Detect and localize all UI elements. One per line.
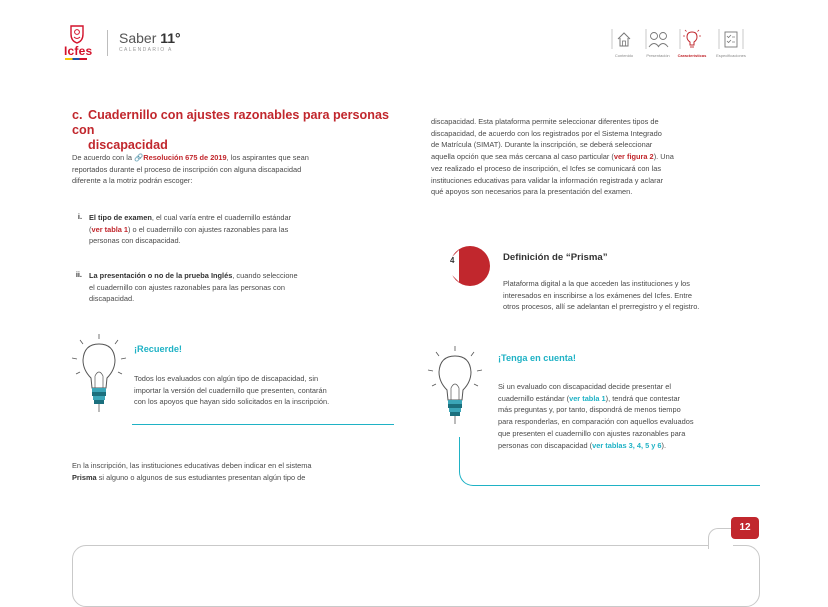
shield-emblem-icon — [62, 24, 92, 44]
ver-figura-2-link[interactable]: ver figura 2 — [613, 152, 654, 162]
tenga-frame — [459, 437, 760, 486]
ver-tablas-link[interactable]: ver tablas 3, 4, 5 y 6 — [592, 440, 662, 450]
nav-label-active: Características — [677, 53, 707, 58]
right-line3: de Matrícula (SIMAT). Durante la inscripción, se deberá seleccionar — [431, 140, 653, 150]
item1-line1-post: , el cual varía entre el cuadernillo estándar — [151, 213, 292, 222]
link-icon: 🔗 — [134, 153, 144, 162]
tenga-line2-pre: cuadernillo estándar ( — [498, 393, 570, 403]
item1-line3: personas con discapacidad. — [89, 236, 181, 246]
tenga-line6-pre: personas con discapacidad ( — [498, 440, 593, 450]
ver-tabla-1-link-2[interactable]: ver tabla 1 — [569, 393, 606, 403]
definition-line3: otros procesos, allí se adelantan el prerregistro y el registro. — [503, 302, 700, 312]
nav-label: Presentación — [646, 53, 670, 58]
intro-paragraph — [72, 152, 402, 187]
intro-pre: De acuerdo con la — [72, 153, 135, 162]
header-divider — [107, 30, 108, 56]
recuerde-line3: con los apoyos que hayan sido solicitados en la inscripción. — [134, 397, 330, 407]
nav-label: Especificaciones — [716, 53, 746, 58]
item1-paren: ( — [89, 224, 92, 234]
recuerde-title: ¡Recuerde! — [134, 344, 182, 354]
item2-line3: discapacidad. — [89, 294, 135, 304]
saber-grade: 11° — [160, 30, 181, 46]
recuerde-text — [134, 373, 399, 408]
tenga-line6-post: ). — [661, 440, 667, 450]
nav-especificaciones[interactable] — [702, 27, 760, 61]
intro-line1-post: , los aspirantes que sean — [226, 153, 309, 162]
right-line7: qué apoyos son necesarios para la presentación del examen. — [431, 187, 633, 197]
resolution-link[interactable] — [134, 153, 227, 162]
item2-line2: el cuadernillo con ajustes razonables para las personas con — [89, 282, 285, 292]
recuerde-line1: Todos los evaluados con algún tipo de discapacidad, sin — [134, 374, 319, 383]
section-title-line2: discapacidad — [88, 138, 168, 152]
bottom-line1: En la inscripción, las instituciones educativas deben indicar en el sistema — [72, 461, 312, 470]
logo-color-bar — [65, 58, 87, 60]
item2-line1-post: , cuando seleccione — [232, 271, 298, 280]
prisma-bold: Prisma — [72, 472, 97, 482]
right-line4-pre: aquella opción que sea más cercana al caso particular ( — [431, 152, 614, 162]
definition-text — [503, 278, 765, 313]
tenga-title: ¡Tenga en cuenta! — [498, 353, 576, 363]
tenga-line4: para responderlas, en comparación con aquellos evaluados — [498, 417, 694, 427]
checklist-icon — [718, 27, 744, 51]
section-title — [72, 108, 402, 153]
lightbulb-illustration-icon — [424, 342, 486, 432]
definition-line1: Plataforma digital a la que acceden las instituciones y los — [503, 279, 690, 288]
calendar-label: CALENDARIO A — [119, 47, 173, 53]
resolution-link-text: Resolución 675 de 2019 — [143, 153, 227, 162]
bottom-paragraph — [72, 460, 412, 483]
saber-label: Saber — [119, 30, 157, 46]
exam-title — [119, 30, 181, 46]
tenga-line5: que presenten el cuadernillo con ajustes razonables para — [498, 428, 686, 438]
right-line1: discapacidad. Esta plataforma permite seleccionar diferentes tipos de — [431, 117, 659, 126]
tenga-line1: Si un evaluado con discapacidad decide presentar el — [498, 382, 671, 391]
right-line4-post: ). Una — [653, 152, 674, 162]
right-line6: instituciones educativas para validar la información registrada y aclarar — [431, 175, 664, 185]
recuerde-line2: importar la versión del cuadernillo que presenten, contarán — [134, 385, 327, 395]
list-num-i: i. — [77, 212, 82, 221]
page-frame — [72, 545, 760, 607]
item1-line2-post: ) o el cuadernillo con ajustes razonables para las — [128, 224, 289, 234]
nav-label: Contenido — [614, 53, 634, 58]
tenga-line2-post: ), tendrá que contestar — [605, 393, 681, 403]
right-paragraph — [431, 116, 766, 198]
item1-bold: El tipo de examen — [89, 213, 152, 222]
list-item-2 — [89, 270, 399, 305]
item2-bold: La presentación o no de la prueba Inglés — [89, 271, 233, 280]
page-number-connector — [708, 528, 733, 549]
ver-tabla-1-link[interactable]: ver tabla 1 — [91, 224, 129, 234]
list-num-ii: ii. — [75, 270, 82, 279]
section-letter: c. — [72, 108, 83, 122]
definition-badge — [443, 244, 491, 288]
bottom-line2-post: si alguno o algunos de sus estudiantes presentan algún tipo de — [96, 472, 306, 482]
definition-title: Definición de “Prisma” — [503, 252, 608, 263]
definition-number: 4 — [450, 256, 455, 265]
tenga-line3: más preguntas y, por tanto, dispondrá de menos tiempo — [498, 405, 681, 415]
lightbulb-illustration-icon — [68, 330, 130, 420]
intro-line3: diferente a la motriz podrán escoger: — [72, 176, 193, 186]
section-title-line1: Cuadernillo con ajustes razonables para personas con — [72, 108, 389, 137]
recuerde-underline — [132, 424, 394, 425]
right-line5: vez realizado el proceso de inscripción, el Icfes se comunicará con las — [431, 163, 662, 173]
list-item-1 — [89, 212, 399, 247]
logo-text: Icfes — [64, 44, 93, 58]
right-line2: discapacidad, de acuerdo con los registrados por el Sistema Integrado — [431, 128, 662, 138]
intro-line2: reportados durante el proceso de inscripción con alguna discapacidad — [72, 164, 302, 174]
definition-line2: interesados en inscribirse a los exámenes del Icfes. Entre — [503, 290, 692, 300]
page-number: 12 — [731, 517, 759, 539]
